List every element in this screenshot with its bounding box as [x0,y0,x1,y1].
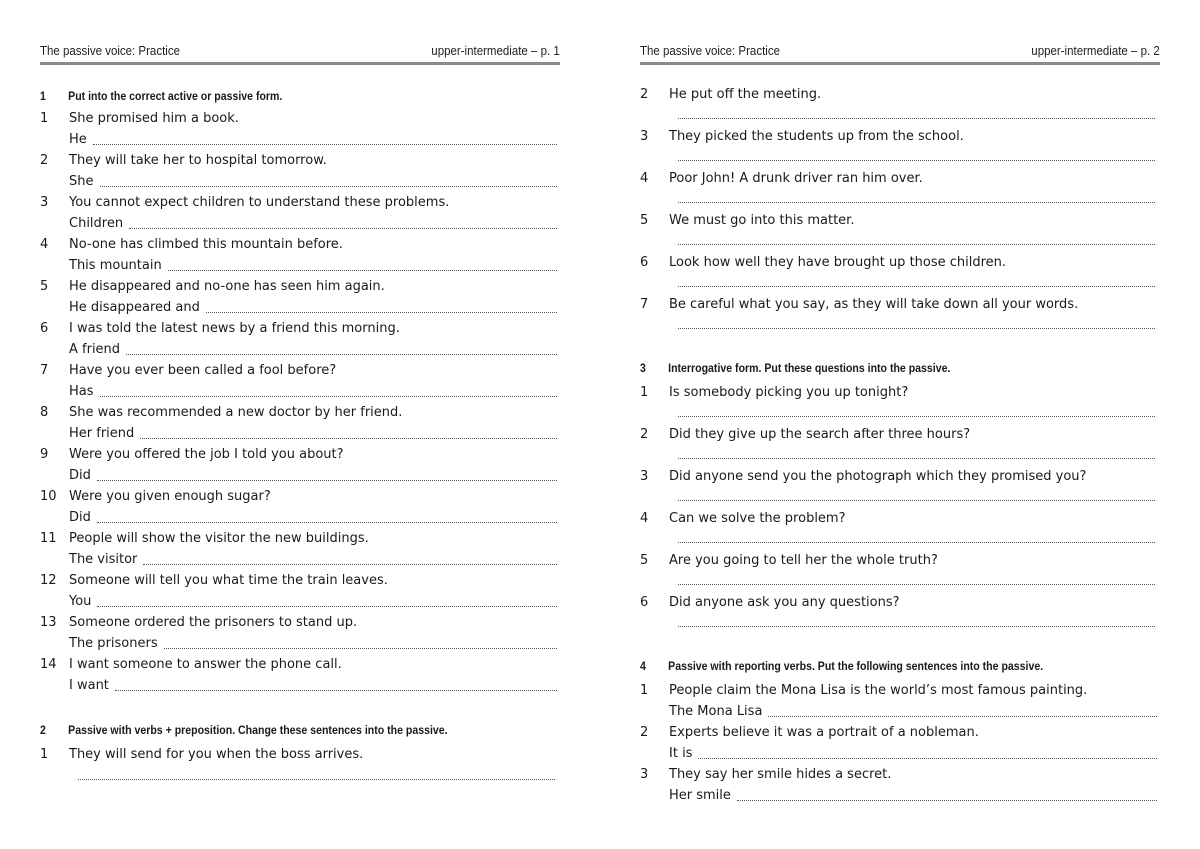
answer-line[interactable] [678,499,1155,501]
item-number: 1 [40,747,49,762]
item-sentence: Look how well they have brought up those children. [669,255,1007,270]
answer-line[interactable] [678,415,1155,417]
item-sentence: They will take her to hospital tomorrow. [69,153,327,168]
section-title: Passive with reporting verbs. Put the following sentences into the passive. [668,659,1044,673]
answer-blank[interactable] [97,512,557,523]
item-sentence: Is somebody picking you up tonight? [669,385,909,400]
answer-prompt: Has [69,384,94,399]
answer-prompt: A friend [69,342,121,357]
answer-prompt: You [69,594,92,609]
answer-prompt: This mountain [69,258,162,273]
answer-prompt: Did [69,468,91,483]
answer-line[interactable] [678,457,1155,459]
answer-line[interactable] [69,636,557,652]
answer-line[interactable] [78,778,555,780]
item-number: 1 [640,385,649,400]
item-sentence: I want someone to answer the phone call. [69,657,342,672]
answer-line[interactable] [678,625,1155,627]
item-sentence: People will show the visitor the new buildings. [69,531,369,546]
answer-prompt: I want [69,678,109,693]
item-number: 12 [40,573,57,588]
header-title: The passive voice: Practice [40,44,180,58]
item-sentence: Did they give up the search after three hours? [669,427,971,442]
item-number: 6 [640,255,649,270]
answer-line[interactable] [69,594,557,610]
header-rule [640,62,1160,65]
item-sentence: They will send for you when the boss arrives. [69,747,364,762]
answer-line[interactable] [69,300,557,316]
answer-prompt: It is [669,746,693,761]
item-sentence: Be careful what you say, as they will take down all your words. [669,297,1079,312]
answer-line[interactable] [69,468,557,484]
item-sentence: Were you offered the job I told you about? [69,447,344,462]
answer-line[interactable] [69,216,557,232]
answer-line[interactable] [669,704,1157,720]
item-number: 4 [640,511,649,526]
answer-line[interactable] [678,285,1155,287]
answer-blank[interactable] [129,218,557,229]
item-number: 11 [40,531,57,546]
answer-blank[interactable] [100,386,557,397]
header-rule [40,62,560,65]
answer-line[interactable] [69,510,557,526]
item-sentence: I was told the latest news by a friend this morning. [69,321,400,336]
answer-blank[interactable] [93,134,557,145]
item-number: 6 [640,595,649,610]
answer-blank[interactable] [698,748,1157,759]
item-number: 9 [40,447,49,462]
answer-line[interactable] [678,243,1155,245]
answer-line[interactable] [69,258,557,274]
answer-line[interactable] [669,746,1157,762]
answer-prompt: Children [69,216,124,231]
item-sentence: Experts believe it was a portrait of a nobleman. [669,725,979,740]
item-sentence: We must go into this matter. [669,213,855,228]
item-sentence: They say her smile hides a secret. [669,767,892,782]
item-sentence: She was recommended a new doctor by her friend. [69,405,403,420]
item-sentence: Did anyone send you the photograph which they promised you? [669,469,1087,484]
answer-line[interactable] [678,117,1155,119]
worksheet-page-2 [640,0,1160,849]
item-sentence: He put off the meeting. [669,87,822,102]
answer-prompt: The Mona Lisa [669,704,763,719]
item-number: 4 [40,237,49,252]
answer-line[interactable] [678,541,1155,543]
item-sentence: Poor John! A drunk driver ran him over. [669,171,923,186]
header-level-page: upper-intermediate – p. 2 [1031,44,1160,58]
answer-line[interactable] [69,342,557,358]
header-title: The passive voice: Practice [640,44,780,58]
item-sentence: She promised him a book. [69,111,239,126]
answer-prompt: The prisoners [69,636,158,651]
item-number: 7 [40,363,49,378]
item-number: 8 [40,405,49,420]
item-number: 13 [40,615,57,630]
answer-line[interactable] [69,132,557,148]
answer-blank[interactable] [115,680,557,691]
answer-line[interactable] [69,552,557,568]
answer-prompt: He disappeared and [69,300,200,315]
answer-prompt: The visitor [69,552,138,567]
item-number: 3 [640,767,649,782]
section-title: Passive with verbs + preposition. Change these sentences into the passive. [68,723,448,737]
answer-blank[interactable] [206,302,557,313]
item-sentence: Have you ever been called a fool before? [69,363,337,378]
answer-blank[interactable] [143,554,557,565]
item-number: 10 [40,489,57,504]
answer-line[interactable] [678,327,1155,329]
answer-blank[interactable] [168,260,557,271]
item-number: 14 [40,657,57,672]
section-number: 3 [640,361,646,375]
item-sentence: Can we solve the problem? [669,511,846,526]
section-heading [40,723,448,737]
item-sentence: They picked the students up from the school. [669,129,964,144]
page-header [640,44,1160,60]
item-sentence: Someone ordered the prisoners to stand up. [69,615,358,630]
answer-line[interactable] [69,426,557,442]
item-number: 2 [40,153,49,168]
answer-line[interactable] [678,201,1155,203]
item-number: 5 [640,553,649,568]
answer-prompt: She [69,174,94,189]
item-number: 2 [640,87,649,102]
header-level-page: upper-intermediate – p. 1 [431,44,560,58]
answer-line[interactable] [678,159,1155,161]
item-sentence: Someone will tell you what time the train leaves. [69,573,388,588]
answer-blank[interactable] [126,344,557,355]
section-heading [640,361,950,375]
item-number: 6 [40,321,49,336]
answer-line[interactable] [69,174,557,190]
answer-blank[interactable] [97,596,557,607]
section-title: Interrogative form. Put these questions into the passive. [668,361,951,375]
section-heading [40,89,282,103]
section-title: Put into the correct active or passive form. [68,89,283,103]
answer-line[interactable] [69,384,557,400]
answer-prompt: Her friend [69,426,135,441]
section-number: 1 [40,89,46,103]
item-number: 3 [640,469,649,484]
item-number: 1 [640,683,649,698]
answer-blank[interactable] [737,790,1157,801]
worksheet-page-1 [40,0,560,849]
item-sentence: He disappeared and no-one has seen him again. [69,279,385,294]
item-number: 7 [640,297,649,312]
item-number: 2 [640,725,649,740]
item-sentence: No-one has climbed this mountain before. [69,237,343,252]
answer-blank[interactable] [140,428,557,439]
answer-prompt: Did [69,510,91,525]
section-number: 4 [640,659,646,673]
item-sentence: People claim the Mona Lisa is the world’s most famous painting. [669,683,1088,698]
answer-blank[interactable] [768,706,1157,717]
item-number: 3 [640,129,649,144]
item-number: 1 [40,111,49,126]
item-sentence: Did anyone ask you any questions? [669,595,900,610]
answer-prompt: He [69,132,87,147]
item-number: 3 [40,195,49,210]
page-header [40,44,560,60]
section-heading [640,659,1043,673]
answer-line[interactable] [669,788,1157,804]
item-number: 5 [640,213,649,228]
answer-line[interactable] [678,583,1155,585]
answer-blank[interactable] [164,638,557,649]
answer-blank[interactable] [97,470,557,481]
section-number: 2 [40,723,46,737]
item-number: 4 [640,171,649,186]
item-number: 5 [40,279,49,294]
answer-line[interactable] [69,678,557,694]
item-number: 2 [640,427,649,442]
item-sentence: Were you given enough sugar? [69,489,271,504]
item-sentence: You cannot expect children to understand these problems. [69,195,450,210]
item-sentence: Are you going to tell her the whole truth? [669,553,938,568]
answer-prompt: Her smile [669,788,731,803]
answer-blank[interactable] [100,176,558,187]
